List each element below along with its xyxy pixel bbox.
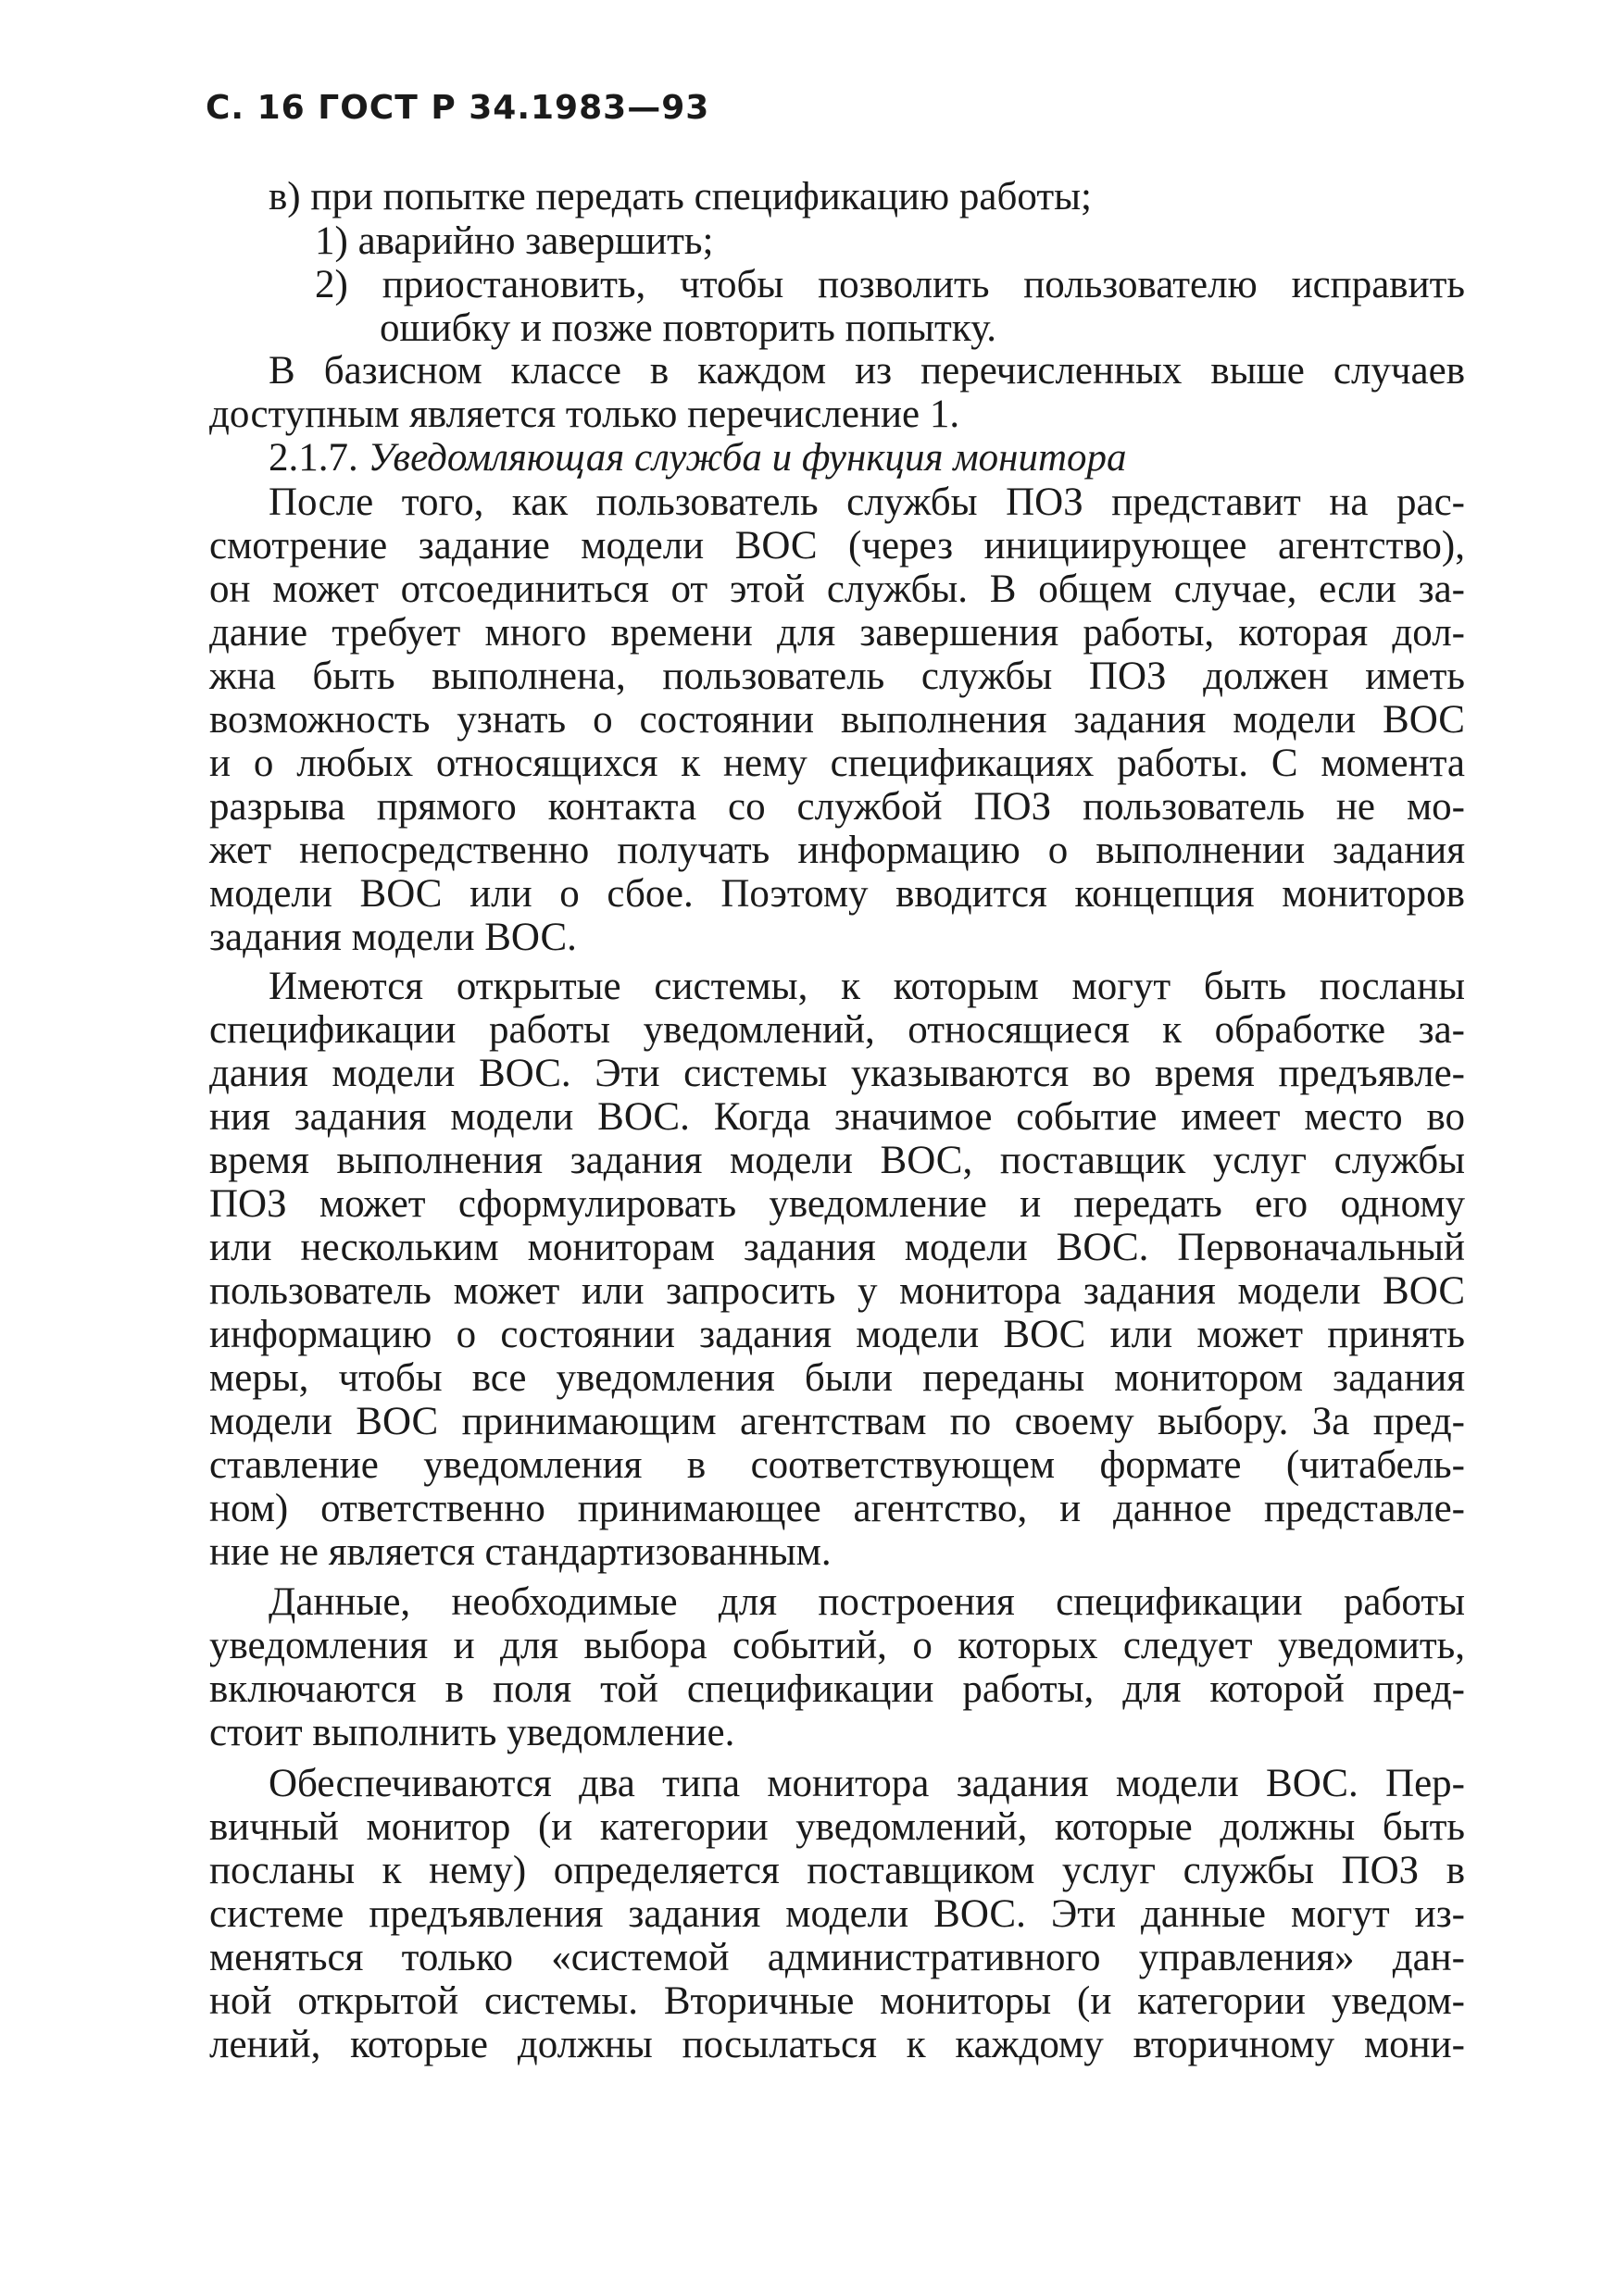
para1-line: жна быть выполнена, пользователь службы ПОЗ должен иметь <box>209 655 1465 698</box>
para1-line: смотрение задание модели ВОС (через инициирующее агентство), <box>209 524 1465 568</box>
section-heading <box>269 437 1465 480</box>
para4-line: меняться только «системой административного управления» дан- <box>209 1936 1465 1979</box>
para4-line: посланы к нему) определяется поставщиком услуг службы ПОЗ в <box>209 1849 1465 1892</box>
list-subitem-2-line-1: 2) приостановить, чтобы позволить пользователю исправить <box>315 263 1465 306</box>
para3-line: включаются в поля той спецификации работы, для которой пред- <box>209 1667 1465 1711</box>
para3-line: Данные, необходимые для построения спецификации работы <box>269 1580 1465 1624</box>
para2-line: пользователь может или запросить у монитора задания модели ВОС <box>209 1269 1465 1313</box>
para2-line: время выполнения задания модели ВОС, поставщик услуг службы <box>209 1139 1465 1182</box>
para4-line: ной открытой системы. Вторичные мониторы (и категории уведом- <box>209 1979 1465 2023</box>
para2-line: модели ВОС принимающим агентствам по своему выбору. За пред- <box>209 1400 1465 1443</box>
para2-line: ПОЗ может сформулировать уведомление и передать его одному <box>209 1182 1465 1226</box>
section-title: Уведомляющая служба и функция монитора <box>368 436 1127 480</box>
para2-line: меры, чтобы все уведомления были переданы монитором задания <box>209 1356 1465 1400</box>
para1-line: модели ВОС или о сбое. Поэтому вводится концепция мониторов <box>209 872 1465 916</box>
list-subitem-2-line-2: ошибку и позже повторить попытку. <box>380 306 997 350</box>
para1-line: разрыва прямого контакта со службой ПОЗ пользователь не мо- <box>209 785 1465 829</box>
para2-line: информацию о состоянии задания модели ВОС или может принять <box>209 1313 1465 1356</box>
para2-line: ние не является стандартизованным. <box>209 1530 832 1574</box>
page-header: С. 16 ГОСТ Р 34.1983—93 <box>206 89 710 127</box>
para4-line: вичный монитор (и категории уведомлений, которые должны быть <box>209 1805 1465 1849</box>
para1-line: задания модели ВОС. <box>209 916 577 959</box>
para3-line: стоит выполнить уведомление. <box>209 1711 735 1754</box>
para1-line: и о любых относящихся к нему спецификациях работы. С момента <box>209 742 1465 785</box>
note-line-2: доступным является только перечисление 1. <box>209 393 960 436</box>
section-number: 2.1.7. <box>269 436 358 480</box>
para4-line: лений, которые должны посылаться к каждому вторичному мони- <box>209 2023 1465 2066</box>
para2-line: ния задания модели ВОС. Когда значимое событие имеет место во <box>209 1095 1465 1139</box>
list-item-c: в) при попытке передать спецификацию работы; <box>269 175 1092 218</box>
list-subitem-1: 1) аварийно завершить; <box>315 219 714 263</box>
para1-line: жет непосредственно получать информацию о выполнении задания <box>209 829 1465 872</box>
para2-line: или нескольким мониторам задания модели ВОС. Первоначальный <box>209 1226 1465 1269</box>
para1-line: возможность узнать о состоянии выполнения задания модели ВОС <box>209 698 1465 742</box>
para4-line: системе предъявления задания модели ВОС. Эти данные могут из- <box>209 1892 1465 1936</box>
note-line-1: В базисном классе в каждом из перечисленных выше случаев <box>269 349 1465 393</box>
para1-line: дание требует много времени для завершения работы, которая дол- <box>209 611 1465 655</box>
para1-line: После того, как пользователь службы ПОЗ представит на рас- <box>269 480 1465 524</box>
para2-line: ном) ответственно принимающее агентство, и данное представле- <box>209 1487 1465 1530</box>
para2-line: спецификации работы уведомлений, относящиеся к обработке за- <box>209 1008 1465 1052</box>
para1-line: он может отсоединиться от этой службы. В общем случае, если за- <box>209 568 1465 611</box>
para2-line: Имеются открытые системы, к которым могут быть посланы <box>269 965 1465 1008</box>
para2-line: дания модели ВОС. Эти системы указываются во время предъявле- <box>209 1052 1465 1095</box>
para3-line: уведомления и для выбора событий, о которых следует уведомить, <box>209 1624 1465 1667</box>
para4-line: Обеспечиваются два типа монитора задания модели ВОС. Пер- <box>269 1762 1465 1805</box>
para2-line: ставление уведомления в соответствующем формате (читабель- <box>209 1443 1465 1487</box>
